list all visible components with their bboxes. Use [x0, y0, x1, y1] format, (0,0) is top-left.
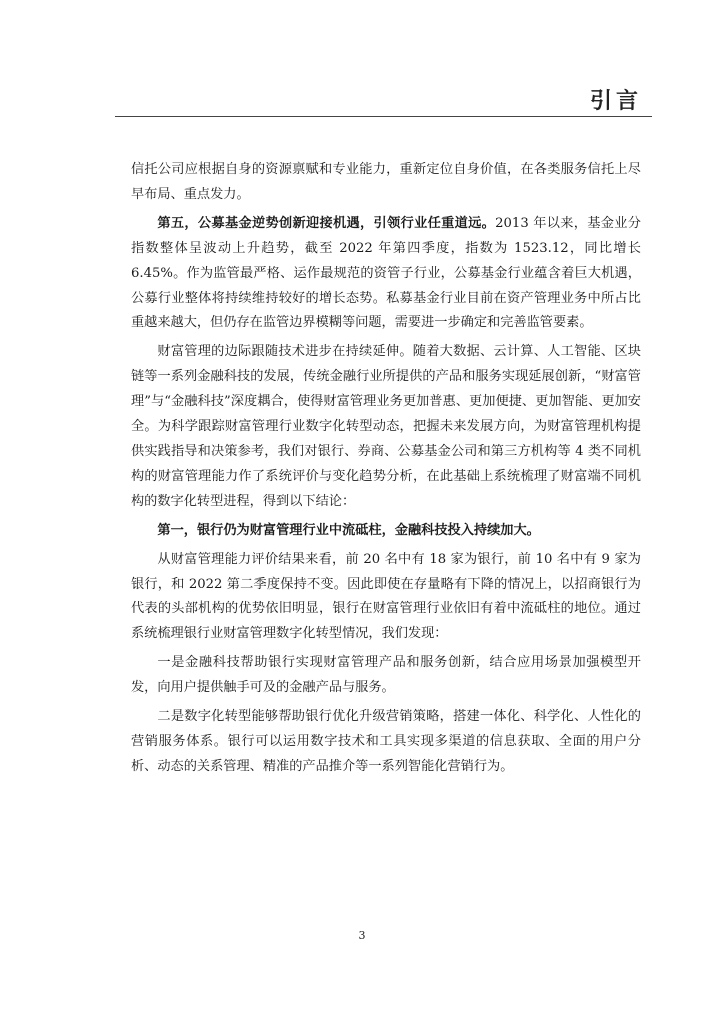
paragraph-text: 从财富管理能力评价结果来看，前 20 名中有 18 家为银行，前 10 名中有 9 家为银行，和 2022 第二季度保持不变。因此即使在存量略有下降的情况上，以招商银行为代表的头部机构的优势依旧明显，银行在财富管理行业依旧有着中流砥柱的地位。通过系统梳理银行业财富管理数字化转型情况，我们发现：	[131, 551, 641, 642]
paragraph-text: 信托公司应根据自身的资源禀赋和专业能力，重新定位自身价值，在各类服务信托上尽早布局、重点发力。	[131, 162, 641, 202]
paragraph-fintech-overview	[131, 340, 641, 514]
paragraph-continuation	[131, 158, 641, 208]
paragraph-fund-industry	[131, 212, 641, 337]
body-text	[131, 158, 641, 784]
paragraph-text: 2013 年以来，基金业分指数整体呈波动上升趋势，截至 2022 年第四季度，指数为 1523.12，同比增长 6.45%。作为监管最严格、运作最规范的资管子行业，公募基金行业蕴含着巨大机遇，公募行业整体将持续维持较好的增长态势。私募基金行业目前在资产管理业务中所占比重越来越大，但仍存在监管边界模糊等问题，需要进一步确定和完善监管要素。	[131, 215, 641, 331]
paragraph-text: 财富管理的边际跟随技术进步在持续延伸。随着大数据、云计算、人工智能、区块链等一系列金融科技的发展，传统金融行业所提供的产品和服务实现延展创新，“财富管理”与“金融科技”深度耦合，使得财富管理业务更加普惠、更加便捷、更加智能、更加安全。为科学跟踪财富管理行业数字化转型动态，把握未来发展方向，为财富管理机构提供实践指导和决策参考，我们对银行、券商、公募基金公司和第三方机构等 4 类不同机构的财富管理能力作了系统评价与变化趋势分析，在此基础上系统梳理了财富端不同机构的数字化转型进程，得到以下结论：	[131, 344, 641, 509]
paragraph-lead-heading: 第一，银行仍为财富管理行业中流砥柱，金融科技投入持续加大。	[157, 522, 540, 538]
paragraph-finding-two	[131, 705, 641, 780]
paragraph-lead-heading: 第五，公募基金逆势创新迎接机遇，引领行业任重道远。	[157, 215, 496, 231]
paragraph-bank-ranking	[131, 548, 641, 648]
paragraph-finding-one	[131, 651, 641, 701]
conclusion-heading-first	[131, 519, 641, 544]
header-divider	[115, 116, 652, 117]
paragraph-text: 一是金融科技帮助银行实现财富管理产品和服务创新，结合应用场景加强模型开发，向用户提供触手可及的金融产品与服务。	[131, 655, 641, 696]
page-number: 3	[358, 929, 366, 942]
running-header-title: 引言	[589, 88, 642, 114]
paragraph-text: 二是数字化转型能够帮助银行优化升级营销策略，搭建一体化、科学化、人性化的营销服务体系。银行可以运用数字技术和工具实现多渠道的信息获取、全面的用户分析、动态的关系管理、精准的产品推介等一系列智能化营销行为。	[131, 709, 641, 774]
